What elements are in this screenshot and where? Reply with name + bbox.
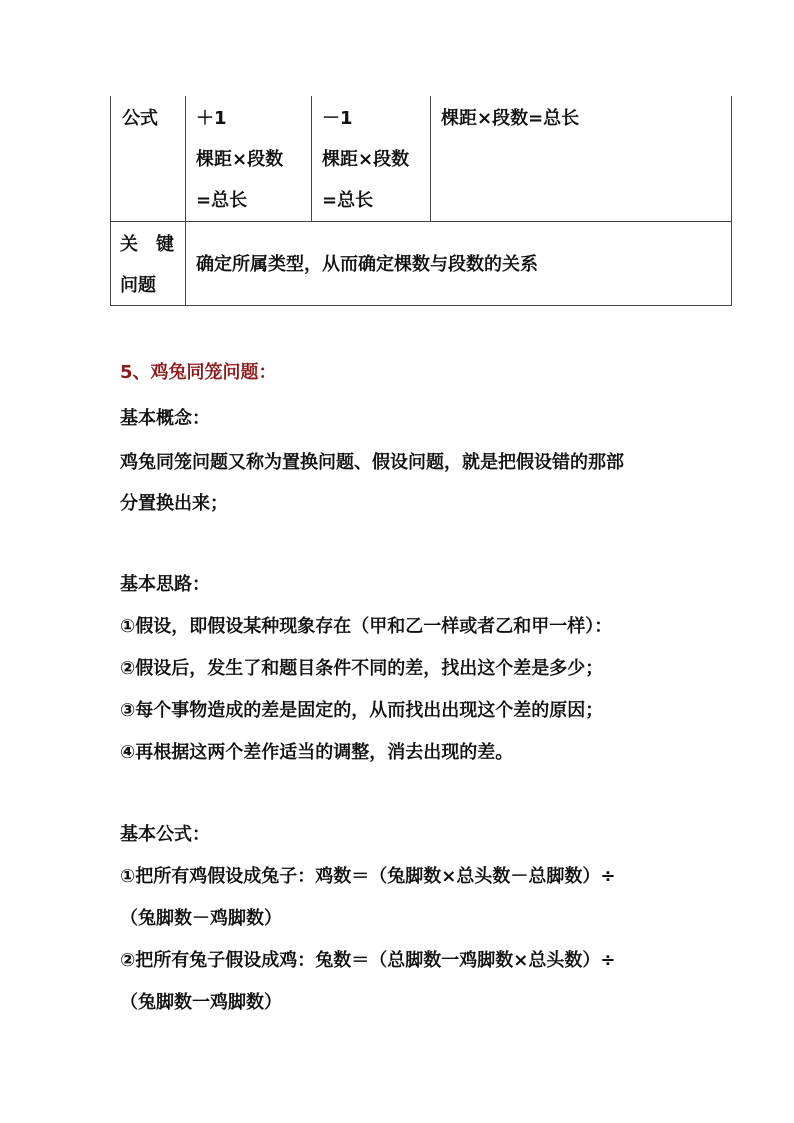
formula-line-4: （兔脚数一鸡脚数） [120,992,282,1013]
formula-plus-one: ＋1 [196,108,227,129]
table-divider-1 [185,96,186,306]
key-question-label-line1: 关 键 [120,234,174,255]
formula-minus-one-line2: 棵距×段数 [322,149,410,170]
thinking-item-4: ④再根据这两个差作适当的调整，消去出现的差。 [120,742,514,763]
formula-plus-one-line3: =总长 [196,190,248,211]
section-title: 5、鸡兔同笼问题： [120,362,277,383]
formula-line-2: （兔脚数－鸡脚数） [120,908,282,929]
concept-line-2: 分置换出来； [120,493,228,514]
concept-line-1: 鸡兔同笼问题又称为置换问题、假设问题，就是把假设错的那部 [120,452,624,473]
formula-plus-one-line2: 棵距×段数 [196,149,284,170]
formula-equal: 棵距×段数=总长 [441,108,580,129]
formula-line-3: ②把所有兔子假设成鸡：兔数＝（总脚数一鸡脚数×总头数）÷ [120,950,616,971]
thinking-heading: 基本思路： [120,574,210,595]
formula-minus-one-line3: =总长 [322,190,374,211]
concept-heading: 基本概念： [120,408,210,429]
table-divider-2 [311,96,312,221]
key-question-label-line2: 问题 [120,275,156,296]
thinking-item-2: ②假设后，发生了和题目条件不同的差，找出这个差是多少； [120,658,604,679]
table-border-bottom [110,305,732,306]
table-border-right [731,96,732,306]
formula-heading: 基本公式： [120,824,210,845]
formula-minus-one: －1 [322,108,353,129]
table-row-divider [110,221,732,222]
key-question-content: 确定所属类型，从而确定棵数与段数的关系 [196,254,538,275]
thinking-item-1: ①假设，即假设某种现象存在（甲和乙一样或者乙和甲一样）： [120,616,613,637]
formula-line-1: ①把所有鸡假设成兔子：鸡数＝（兔脚数×总头数－总脚数）÷ [120,866,616,887]
thinking-item-3: ③每个事物造成的差是固定的，从而找出出现这个差的原因； [120,700,604,721]
table-border-left [110,96,111,306]
comparison-table [110,96,732,306]
formula-row-label: 公式 [122,108,158,129]
table-divider-3 [430,96,431,221]
